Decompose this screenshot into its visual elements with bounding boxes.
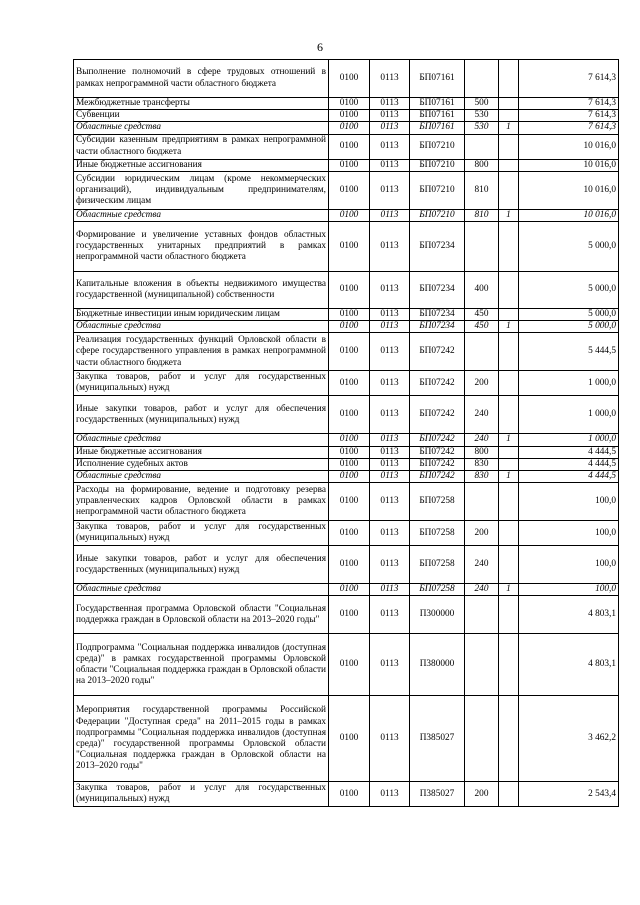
funding-source-cell: 1: [499, 434, 519, 446]
target-article-cell: БП07234: [410, 309, 465, 321]
page-number: 6: [317, 40, 323, 54]
table-row: [74, 171, 619, 209]
expense-type-cell: [465, 333, 499, 371]
grbs-code-cell: 0100: [329, 122, 370, 134]
expense-type-cell: 240: [465, 434, 499, 446]
grbs-code-cell: 0100: [329, 521, 370, 546]
amount-cell: 100,0: [519, 521, 619, 546]
expense-name-cell: Исполнение судебных актов: [74, 458, 329, 470]
target-article-cell: П385027: [410, 782, 465, 807]
amount-cell: 1 000,0: [519, 371, 619, 396]
funding-source-cell: [499, 458, 519, 470]
grbs-code-cell: 0100: [329, 159, 370, 171]
expense-name-cell: Межбюджетные трансферты: [74, 98, 329, 110]
expense-name-cell: Областные средства: [74, 321, 329, 333]
expense-type-cell: 240: [465, 546, 499, 584]
expense-type-cell: 450: [465, 309, 499, 321]
table-row: [74, 546, 619, 584]
target-article-cell: БП07258: [410, 546, 465, 584]
amount-cell: 1 000,0: [519, 396, 619, 434]
amount-cell: 4 444,5: [519, 471, 619, 483]
section-code-cell: 0113: [370, 696, 410, 782]
table-row: [74, 596, 619, 634]
grbs-code-cell: 0100: [329, 222, 370, 272]
grbs-code-cell: 0100: [329, 371, 370, 396]
table-row: [74, 159, 619, 171]
table-row: [74, 371, 619, 396]
expense-type-cell: 500: [465, 98, 499, 110]
grbs-code-cell: 0100: [329, 110, 370, 122]
grbs-code-cell: 0100: [329, 446, 370, 458]
expense-name-cell: Иные закупки товаров, работ и услуг для обеспечения государственных (муниципальных) нужд: [74, 546, 329, 584]
funding-source-cell: [499, 272, 519, 309]
target-article-cell: БП07234: [410, 321, 465, 333]
target-article-cell: БП07161: [410, 60, 465, 98]
funding-source-cell: [499, 60, 519, 98]
section-code-cell: 0113: [370, 483, 410, 521]
expense-type-cell: 200: [465, 782, 499, 807]
target-article-cell: БП07258: [410, 584, 465, 596]
expense-name-cell: Иные закупки товаров, работ и услуг для обеспечения государственных (муниципальных) нужд: [74, 396, 329, 434]
table-row: [74, 60, 619, 98]
funding-source-cell: [499, 98, 519, 110]
expense-name-cell: Областные средства: [74, 122, 329, 134]
expense-name-cell: Закупка товаров, работ и услуг для государственных (муниципальных) нужд: [74, 371, 329, 396]
amount-cell: 100,0: [519, 483, 619, 521]
funding-source-cell: [499, 546, 519, 584]
funding-source-cell: [499, 110, 519, 122]
section-code-cell: 0113: [370, 521, 410, 546]
expense-name-cell: Капитальные вложения в объекты недвижимого имущества государственной (муниципальной) собственности: [74, 272, 329, 309]
target-article-cell: БП07210: [410, 134, 465, 159]
target-article-cell: БП07258: [410, 521, 465, 546]
expense-type-cell: 830: [465, 471, 499, 483]
expense-type-cell: [465, 596, 499, 634]
target-article-cell: БП07161: [410, 122, 465, 134]
target-article-cell: БП07242: [410, 396, 465, 434]
target-article-cell: БП07161: [410, 110, 465, 122]
expense-name-cell: Формирование и увеличение уставных фондов областных государственных унитарных предприятий в рамках непрограммной части областного бюджета: [74, 222, 329, 272]
funding-source-cell: [499, 309, 519, 321]
expense-type-cell: 240: [465, 584, 499, 596]
expense-name-cell: Субвенции: [74, 110, 329, 122]
target-article-cell: БП07242: [410, 458, 465, 470]
section-code-cell: 0113: [370, 110, 410, 122]
expense-name-cell: Государственная программа Орловской области "Социальная поддержка граждан в Орловской области на 2013–2020 годы": [74, 596, 329, 634]
section-code-cell: 0113: [370, 634, 410, 696]
section-code-cell: 0113: [370, 782, 410, 807]
target-article-cell: БП07242: [410, 434, 465, 446]
amount-cell: 10 016,0: [519, 209, 619, 221]
section-code-cell: 0113: [370, 458, 410, 470]
grbs-code-cell: 0100: [329, 396, 370, 434]
expense-type-cell: 200: [465, 371, 499, 396]
expense-name-cell: Субсидии казенным предприятиям в рамках непрограммной части областного бюджета: [74, 134, 329, 159]
section-code-cell: 0113: [370, 333, 410, 371]
grbs-code-cell: 0100: [329, 321, 370, 333]
grbs-code-cell: 0100: [329, 546, 370, 584]
table-row: [74, 521, 619, 546]
amount-cell: 5 000,0: [519, 309, 619, 321]
section-code-cell: 0113: [370, 434, 410, 446]
amount-cell: 5 000,0: [519, 321, 619, 333]
funding-source-cell: [499, 446, 519, 458]
funding-source-cell: [499, 782, 519, 807]
section-code-cell: 0113: [370, 546, 410, 584]
table-row: [74, 471, 619, 483]
amount-cell: 1 000,0: [519, 434, 619, 446]
grbs-code-cell: 0100: [329, 434, 370, 446]
target-article-cell: БП07242: [410, 371, 465, 396]
expense-type-cell: [465, 134, 499, 159]
section-code-cell: 0113: [370, 596, 410, 634]
expense-name-cell: Областные средства: [74, 434, 329, 446]
grbs-code-cell: 0100: [329, 596, 370, 634]
amount-cell: 100,0: [519, 584, 619, 596]
expense-type-cell: 450: [465, 321, 499, 333]
section-code-cell: 0113: [370, 272, 410, 309]
table-row: [74, 110, 619, 122]
table-row: [74, 309, 619, 321]
funding-source-cell: [499, 634, 519, 696]
expense-name-cell: Областные средства: [74, 471, 329, 483]
expense-name-cell: Реализация государственных функций Орловской области в сфере государственного управления в рамках непрограммной части областного бюджета: [74, 333, 329, 371]
section-code-cell: 0113: [370, 309, 410, 321]
amount-cell: 4 444,5: [519, 446, 619, 458]
funding-source-cell: [499, 371, 519, 396]
target-article-cell: П385027: [410, 696, 465, 782]
funding-source-cell: [499, 333, 519, 371]
expense-name-cell: Расходы на формирование, ведение и подготовку резерва управленческих кадров Орловской области в рамках непрограммной части областного бюджета: [74, 483, 329, 521]
expense-type-cell: 240: [465, 396, 499, 434]
funding-source-cell: 1: [499, 321, 519, 333]
table-row: [74, 634, 619, 696]
table-row: [74, 434, 619, 446]
expense-name-cell: Иные бюджетные ассигнования: [74, 159, 329, 171]
expense-type-cell: 200: [465, 521, 499, 546]
funding-source-cell: [499, 596, 519, 634]
grbs-code-cell: 0100: [329, 458, 370, 470]
target-article-cell: БП07242: [410, 333, 465, 371]
grbs-code-cell: 0100: [329, 782, 370, 807]
section-code-cell: 0113: [370, 209, 410, 221]
expense-type-cell: 810: [465, 171, 499, 209]
section-code-cell: 0113: [370, 396, 410, 434]
grbs-code-cell: 0100: [329, 634, 370, 696]
section-code-cell: 0113: [370, 134, 410, 159]
grbs-code-cell: 0100: [329, 483, 370, 521]
table-row: [74, 584, 619, 596]
grbs-code-cell: 0100: [329, 584, 370, 596]
grbs-code-cell: 0100: [329, 134, 370, 159]
section-code-cell: 0113: [370, 446, 410, 458]
table-row: [74, 209, 619, 221]
expense-type-cell: [465, 483, 499, 521]
grbs-code-cell: 0100: [329, 272, 370, 309]
funding-source-cell: [499, 134, 519, 159]
target-article-cell: БП07242: [410, 471, 465, 483]
funding-source-cell: [499, 159, 519, 171]
expense-type-cell: 530: [465, 122, 499, 134]
table-row: [74, 272, 619, 309]
amount-cell: 7 614,3: [519, 60, 619, 98]
expense-type-cell: 800: [465, 446, 499, 458]
table-row: [74, 696, 619, 782]
expense-type-cell: [465, 696, 499, 782]
grbs-code-cell: 0100: [329, 171, 370, 209]
target-article-cell: БП07161: [410, 98, 465, 110]
table-row: [74, 122, 619, 134]
amount-cell: 7 614,3: [519, 110, 619, 122]
funding-source-cell: 1: [499, 584, 519, 596]
expense-name-cell: Бюджетные инвестиции иным юридическим лицам: [74, 309, 329, 321]
table-row: [74, 483, 619, 521]
section-code-cell: 0113: [370, 171, 410, 209]
target-article-cell: БП07234: [410, 222, 465, 272]
amount-cell: 10 016,0: [519, 159, 619, 171]
grbs-code-cell: 0100: [329, 696, 370, 782]
section-code-cell: 0113: [370, 222, 410, 272]
funding-source-cell: 1: [499, 471, 519, 483]
table-row: [74, 458, 619, 470]
section-code-cell: 0113: [370, 98, 410, 110]
expense-type-cell: 830: [465, 458, 499, 470]
target-article-cell: БП07234: [410, 272, 465, 309]
target-article-cell: БП07242: [410, 446, 465, 458]
expense-name-cell: Областные средства: [74, 584, 329, 596]
grbs-code-cell: 0100: [329, 60, 370, 98]
amount-cell: 3 462,2: [519, 696, 619, 782]
table-row: [74, 333, 619, 371]
amount-cell: 7 614,3: [519, 122, 619, 134]
table-row: [74, 134, 619, 159]
amount-cell: 4 803,1: [519, 596, 619, 634]
target-article-cell: П300000: [410, 596, 465, 634]
expense-name-cell: Подпрограмма "Социальная поддержка инвалидов (доступная среда)" в рамках государственной программы Орловской области "Социальная поддержка граждан в Орловской области на 2013–2020 годы": [74, 634, 329, 696]
funding-source-cell: 1: [499, 122, 519, 134]
budget-table: [73, 59, 619, 807]
amount-cell: 4 444,5: [519, 458, 619, 470]
expense-type-cell: 400: [465, 272, 499, 309]
target-article-cell: БП07210: [410, 209, 465, 221]
section-code-cell: 0113: [370, 471, 410, 483]
table-row: [74, 396, 619, 434]
target-article-cell: БП07210: [410, 159, 465, 171]
expense-name-cell: Иные бюджетные ассигнования: [74, 446, 329, 458]
table-row: [74, 222, 619, 272]
grbs-code-cell: 0100: [329, 309, 370, 321]
amount-cell: 4 803,1: [519, 634, 619, 696]
section-code-cell: 0113: [370, 371, 410, 396]
expense-type-cell: [465, 634, 499, 696]
table-row: [74, 321, 619, 333]
amount-cell: 10 016,0: [519, 134, 619, 159]
funding-source-cell: [499, 521, 519, 546]
funding-source-cell: [499, 396, 519, 434]
amount-cell: 2 543,4: [519, 782, 619, 807]
budget-table-body: [74, 60, 619, 807]
section-code-cell: 0113: [370, 321, 410, 333]
target-article-cell: БП07258: [410, 483, 465, 521]
amount-cell: 100,0: [519, 546, 619, 584]
target-article-cell: БП07210: [410, 171, 465, 209]
grbs-code-cell: 0100: [329, 333, 370, 371]
expense-type-cell: [465, 60, 499, 98]
expense-name-cell: Закупка товаров, работ и услуг для государственных (муниципальных) нужд: [74, 782, 329, 807]
funding-source-cell: [499, 222, 519, 272]
grbs-code-cell: 0100: [329, 209, 370, 221]
table-row: [74, 782, 619, 807]
expense-name-cell: Закупка товаров, работ и услуг для государственных (муниципальных) нужд: [74, 521, 329, 546]
expense-type-cell: [465, 222, 499, 272]
amount-cell: 5 000,0: [519, 222, 619, 272]
expense-type-cell: 800: [465, 159, 499, 171]
grbs-code-cell: 0100: [329, 98, 370, 110]
expense-name-cell: Областные средства: [74, 209, 329, 221]
section-code-cell: 0113: [370, 584, 410, 596]
table-row: [74, 98, 619, 110]
expense-name-cell: Выполнение полномочий в сфере трудовых отношений в рамках непрограммной части областного бюджета: [74, 60, 329, 98]
section-code-cell: 0113: [370, 122, 410, 134]
section-code-cell: 0113: [370, 159, 410, 171]
funding-source-cell: 1: [499, 209, 519, 221]
expense-name-cell: Субсидии юридическим лицам (кроме некоммерческих организаций), индивидуальным предпринимателям, физическим лицам: [74, 171, 329, 209]
section-code-cell: 0113: [370, 60, 410, 98]
grbs-code-cell: 0100: [329, 471, 370, 483]
amount-cell: 5 444,5: [519, 333, 619, 371]
funding-source-cell: [499, 696, 519, 782]
amount-cell: 10 016,0: [519, 171, 619, 209]
amount-cell: 5 000,0: [519, 272, 619, 309]
expense-type-cell: 530: [465, 110, 499, 122]
target-article-cell: П380000: [410, 634, 465, 696]
funding-source-cell: [499, 171, 519, 209]
expense-type-cell: 810: [465, 209, 499, 221]
expense-name-cell: Мероприятия государственной программы Российской Федерации "Доступная среда" на 2011–2015 годы в рамках подпрограммы "Социальная поддержка инвалидов (доступная среда)" государственной программы Орловской области "Социальная поддержка граждан в Орловской области на 2013–2020 годы": [74, 696, 329, 782]
table-row: [74, 446, 619, 458]
amount-cell: 7 614,3: [519, 98, 619, 110]
funding-source-cell: [499, 483, 519, 521]
